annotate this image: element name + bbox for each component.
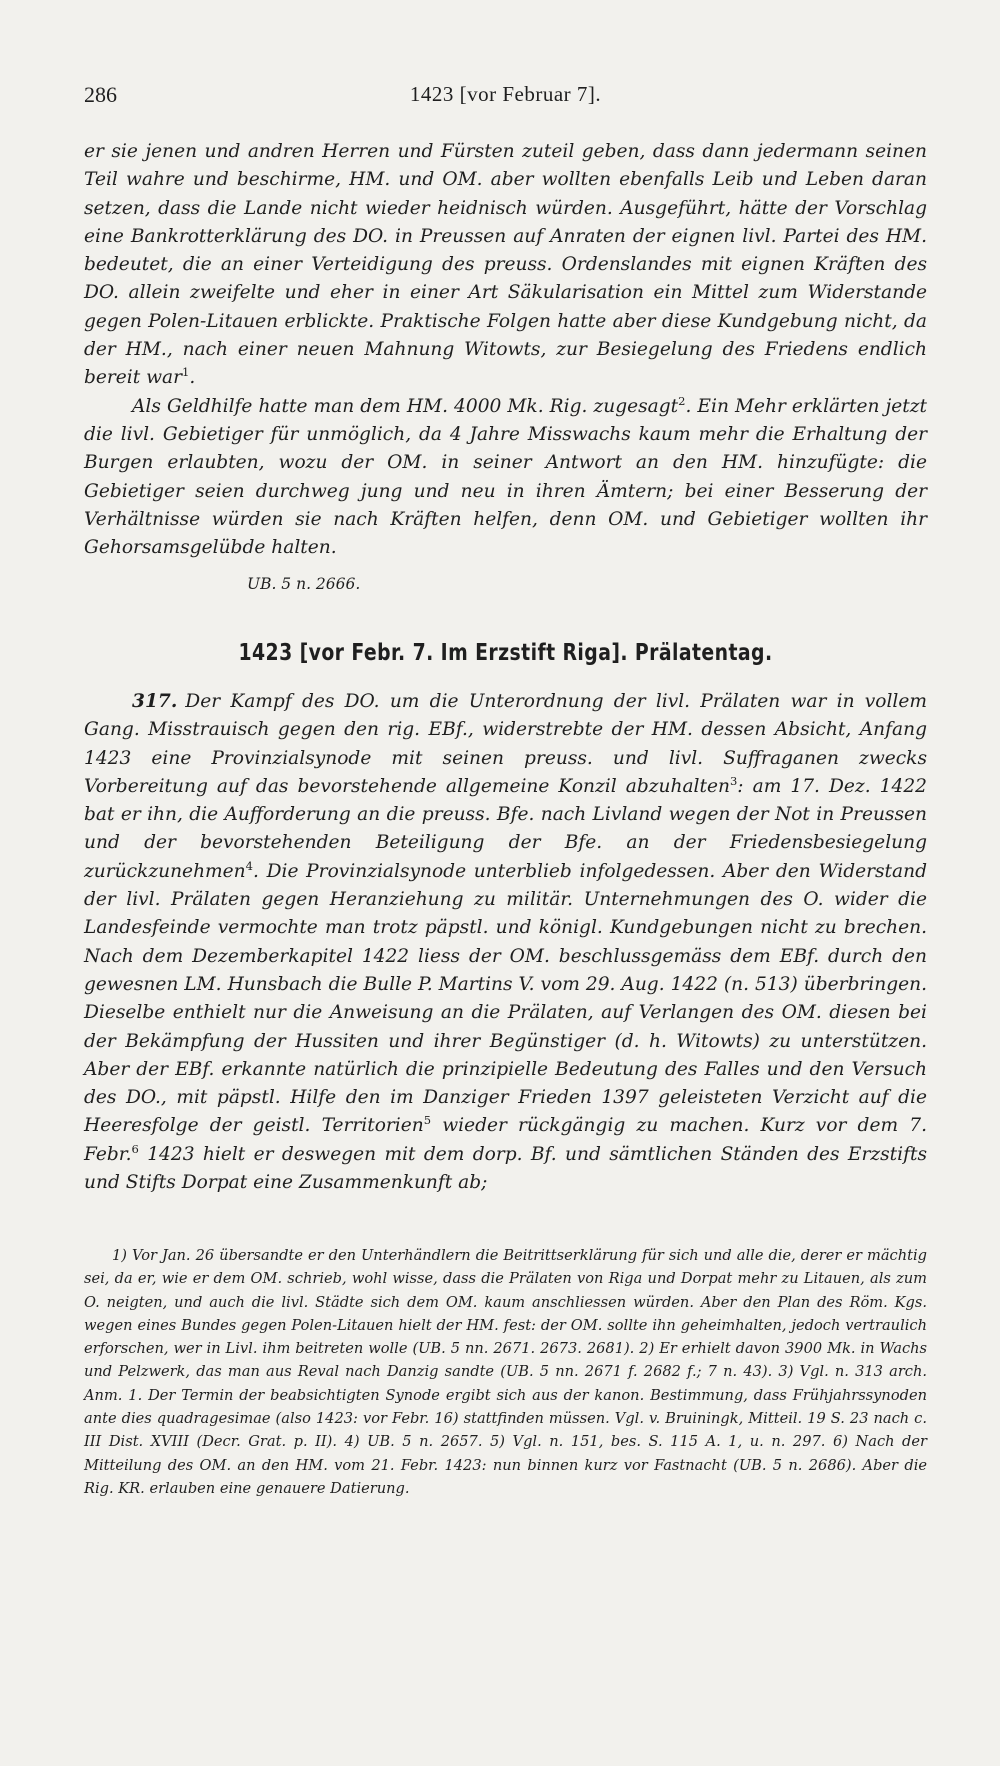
entry-317 [84,688,927,1197]
paragraph [84,688,927,1197]
entry-number: 317. [132,691,178,712]
paragraph-text: 1423 hielt er deswegen mit dem dorp. Bf. und sämtlichen Ständen des Erzstifts und Stifts Dorpat eine Zusammenkunft ab; [84,1143,927,1194]
page-number: 286 [84,82,117,107]
source-reference: UB. 5 n. 2666. [247,575,361,594]
footnote-marker: 3) [778,1363,794,1381]
footnote-marker: 6) [832,1433,848,1451]
previous-entry-continuation [84,138,927,599]
paragraph-text: er sie jenen und andren Herren und Fürsten zuteil geben, dass dann jedermann seinen Teil wahre und beschirme, HM. und OM. aber wollten ebenfalls Leib und Leben daran setzen, dass die Lande nicht wieder heidnisch würden. Ausgeführt, hätte der Vorschlag eine Bankrotterklärung des DO. in Preussen auf Anraten der eignen livl. Partei des HM. bedeutet, die an einer Verteidigung des preuss. Ordenslandes mit eignen Kräften des DO. allein zweifelte und eher in einer Art Säkularisation ein Mittel zum Widerstande gegen Polen-Litauen erblickte. Praktische Folgen hatte aber diese Kundgebung nicht, da der HM., nach einer neuen Mahnung Witowts, zur Besiegelung des Friedens endlich bereit war [84,141,927,389]
footnote-ref: 2 [678,393,686,408]
paragraph [84,393,927,563]
footnote-text: Vgl. n. 151, bes. S. 115 A. 1, u. n. 297. [505,1433,826,1451]
footnote-marker: 5) [490,1433,505,1451]
punctuation: . [189,367,196,389]
footnote-marker: 2) [639,1340,655,1358]
footnote-ref: 4 [245,858,253,873]
paragraph-text: . Ein Mehr erklärten jetzt die livl. Gebietiger für unmöglich, da 4 Jahre Misswachs kaum mehr die Erhaltung der Burgen erlaubten, wozu der OM. in seiner Antwort an den HM. hinzufügte: die Gebietiger seien durchweg jung und neu in ihren Ämtern; bei einer Besserung der Verhältnisse würden sie nach Kräften helfen, denn OM. und Gebietiger wollten ihr Gehorsamsgelübde halten. [84,395,927,559]
paragraph-text: Der Kampf des DO. um die Unterordnung der livl. Prälaten war in vollem Gang. Misstrauisch gegen den rig. EBf., widerstrebte der HM. dessen Absicht, Anfang 1423 eine Provinzialsynode mit seinen preuss. und livl. Suffraganen zwecks Vorbereitung auf das bevorstehende allgemeine Konzil abzuhalten [84,691,927,797]
paragraph-text: Als Geldhilfe hatte man dem HM. 4000 Mk. Rig. zugesagt [132,395,679,417]
footnote-text: Vor Jan. 26 übersandte er den Unterhändlern die Beitrittserklärung für sich und alle die, derer er mächtig sei, da er, wie er dem OM. schrieb, wohl wisse, dass die Prälaten von Riga und Dorpat mehr zu Litauen, als zum O. neigten, und auch die livl. Städte sich dem OM. kaum anschliessen würden. Aber den Plan des Röm. Kgs. wegen eines Bundes gegen Polen-Litauen hielt der HM. fest: der OM. sollte ihn geheimhalten, jedoch vertraulich erforschen, wer in Livl. ihm beitreten wolle (UB. 5 nn. 2671. 2673. 2681). [84,1247,927,1358]
footnote-text: Er erhielt davon 3900 Mk. in Wachs und Pelzwerk, das man aus Reval nach Danzig sandte (UB. 5 nn. 2671 f. 2682 f.; 7 n. 43). [84,1340,928,1381]
footnote-marker: 4) [344,1433,360,1451]
paragraph-text: . Die Provinzialsynode unterblieb infolgedessen. Aber den Widerstand der livl. Prälaten gegen Heranziehung zu militär. Unternehmungen des O. wider die Landesfeinde vermochte man trotz päpstl. und königl. Kundgebungen nicht zu brechen. Nach dem Dezemberkapitel 1422 liess der OM. beschlussgemäss dem EBf. durch den gewesnen LM. Hunsbach die Bulle P. Martins V. vom 29. Aug. 1422 (n. 513) überbringen. Dieselbe enthielt nur die Anweisung an die Prälaten, auf Verlangen des OM. diesen bei der Bekämpfung der Hussiten und ihrer Begünstiger (d. h. Witowts) zu unterstützen. Aber der EBf. erkannte natürlich die prinzipielle Bedeutung des Falles und den Versuch des DO., mit päpstl. Hilfe den im Danziger Frieden 1397 geleisteten Verzicht auf die Heeresfolge der geistl. Territorien [84,860,927,1137]
paragraph-text: wieder rückgängig zu machen. Kurz vor dem 7. Febr. [84,1115,927,1165]
running-header [84,82,927,112]
footnote-marker: 1) [112,1247,127,1264]
footnote [84,1244,927,1500]
running-title: 1423 [vor Februar 7]. [409,82,602,106]
paragraph [84,138,927,393]
footnote-text: UB. 5 n. 2657. [359,1433,483,1451]
footnote-ref: 1 [182,365,190,380]
footnote-ref: 5 [423,1113,432,1128]
footnote-ref: 6 [131,1141,139,1156]
paragraph-text: : am 17. Dez. 1422 bat er ihn, die Aufforderung an die preuss. Bfe. nach Livland wegen der Not in Preussen und der bevorstehenden Beteiligung der Bfe. an der Friedensbesiegelung zurückzunehmen [84,775,928,882]
footnote-text: Nach der Mitteilung des OM. an den HM. vom 21. Febr. 1423: nun binnen kurz vor Fastnacht (UB. 5 n. 2686). Aber die Rig. KR. erlauben eine genauere Datierung. [84,1433,928,1497]
footnote-ref: 3 [729,773,738,788]
footnotes [84,1244,927,1500]
section-heading: 1423 [vor Febr. 7. Im Erzstift Riga]. Prälatentag. [238,640,773,666]
footnote-text: Vgl. n. 313 arch. Anm. 1. Der Termin der beabsichtigten Synode ergibt sich aus der kanon. Bestimmung, dass Frühjahrssynoden ante dies quadragesimae (also 1423: vor Febr. 16) stattfinden müssen. Vgl. v. Bruiningk, Mitteil. 19 S. 23 nach c. III Dist. XVIII (Decr. Grat. p. II). [84,1363,928,1451]
